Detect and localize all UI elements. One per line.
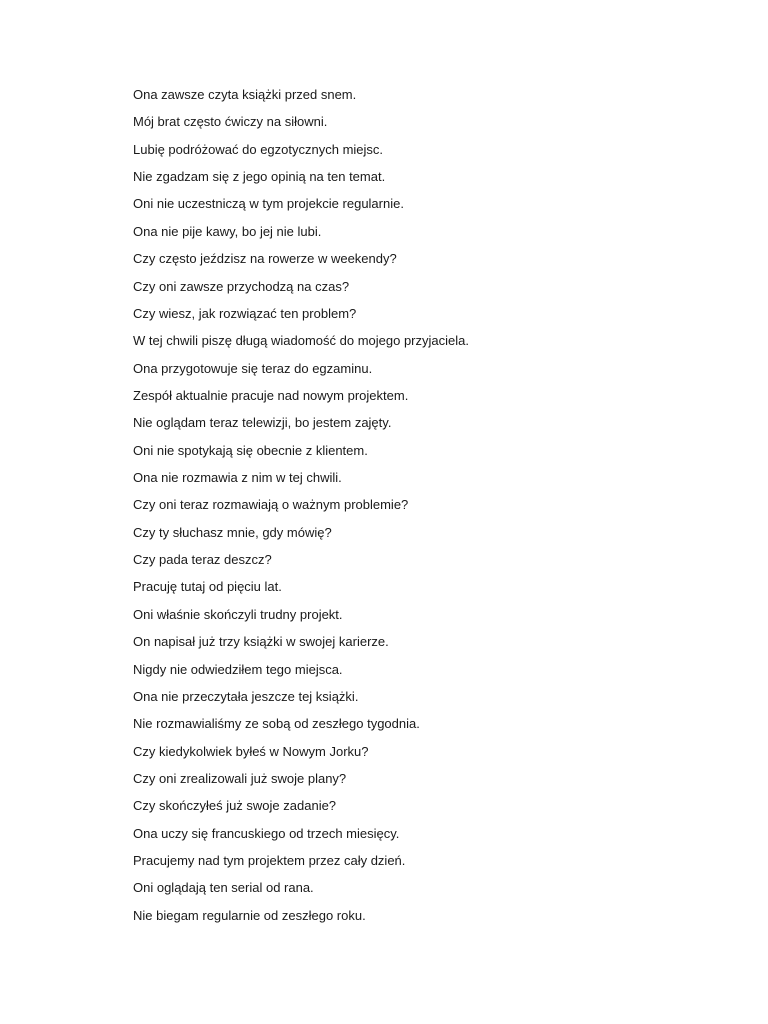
list-item-text: Czy oni zawsze przychodzą na czas? xyxy=(133,278,350,294)
list-item-text: Nie biegam regularnie od zeszłego roku. xyxy=(133,907,366,923)
list-item-text: Oni nie spotykają się obecnie z klientem. xyxy=(133,442,368,458)
list-item-text: Oni właśnie skończyli trudny projekt. xyxy=(133,606,343,622)
list-item-text: Zespół aktualnie pracuje nad nowym projektem. xyxy=(133,387,409,403)
list-item-text: Czy wiesz, jak rozwiązać ten problem? xyxy=(133,305,357,321)
list-item-text: Czy często jeździsz na rowerze w weekendy? xyxy=(133,251,397,267)
list-item-text: Pracuję tutaj od pięciu lat. xyxy=(133,579,282,595)
list-item-text: Czy oni teraz rozmawiają o ważnym problemie? xyxy=(133,497,409,513)
list-item-text: Oni oglądają ten serial od rana. xyxy=(133,880,314,896)
list-item-text: Nigdy nie odwiedziłem tego miejsca. xyxy=(133,661,343,677)
list-item-text: Czy pada teraz deszcz? xyxy=(133,552,272,568)
list-item-text: Ona nie rozmawia z nim w tej chwili. xyxy=(133,470,342,486)
list-item-text: On napisał już trzy książki w swojej karierze. xyxy=(133,634,389,650)
list-item-text: Czy ty słuchasz mnie, gdy mówię? xyxy=(133,524,332,540)
list-item-text: Ona zawsze czyta książki przed snem. xyxy=(133,87,357,102)
list-item-text: Ona uczy się francuskiego od trzech miesięcy. xyxy=(133,825,400,841)
list-item-text: Lubię podróżować do egzotycznych miejsc. xyxy=(133,141,384,157)
list-item-text: W tej chwili piszę długą wiadomość do mojego przyjaciela. xyxy=(133,333,469,349)
list-item-text: Ona nie przeczytała jeszcze tej książki. xyxy=(133,688,359,704)
list-item-text: Czy skończyłeś już swoje zadanie? xyxy=(133,798,337,814)
list-item-text: Oni nie uczestniczą w tym projekcie regularnie. xyxy=(133,196,404,212)
list-item-text: Nie rozmawialiśmy ze sobą od zeszłego tygodnia. xyxy=(133,716,420,732)
list-item-text: Pracujemy nad tym projektem przez cały dzień. xyxy=(133,853,406,869)
list-item-text: Czy oni zrealizowali już swoje plany? xyxy=(133,770,347,786)
list-item-text: Nie zgadzam się z jego opinią na ten temat. xyxy=(133,169,386,185)
list-item-text: Nie oglądam teraz telewizji, bo jestem zajęty. xyxy=(133,415,392,431)
list-item-text: Mój brat często ćwiczy na siłowni. xyxy=(133,114,328,130)
list-item-text: Ona nie pije kawy, bo jej nie lubi. xyxy=(133,223,322,239)
list-item-text: Ona przygotowuje się teraz do egzaminu. xyxy=(133,360,373,376)
list-item-text: Czy kiedykolwiek byłeś w Nowym Jorku? xyxy=(133,743,369,759)
